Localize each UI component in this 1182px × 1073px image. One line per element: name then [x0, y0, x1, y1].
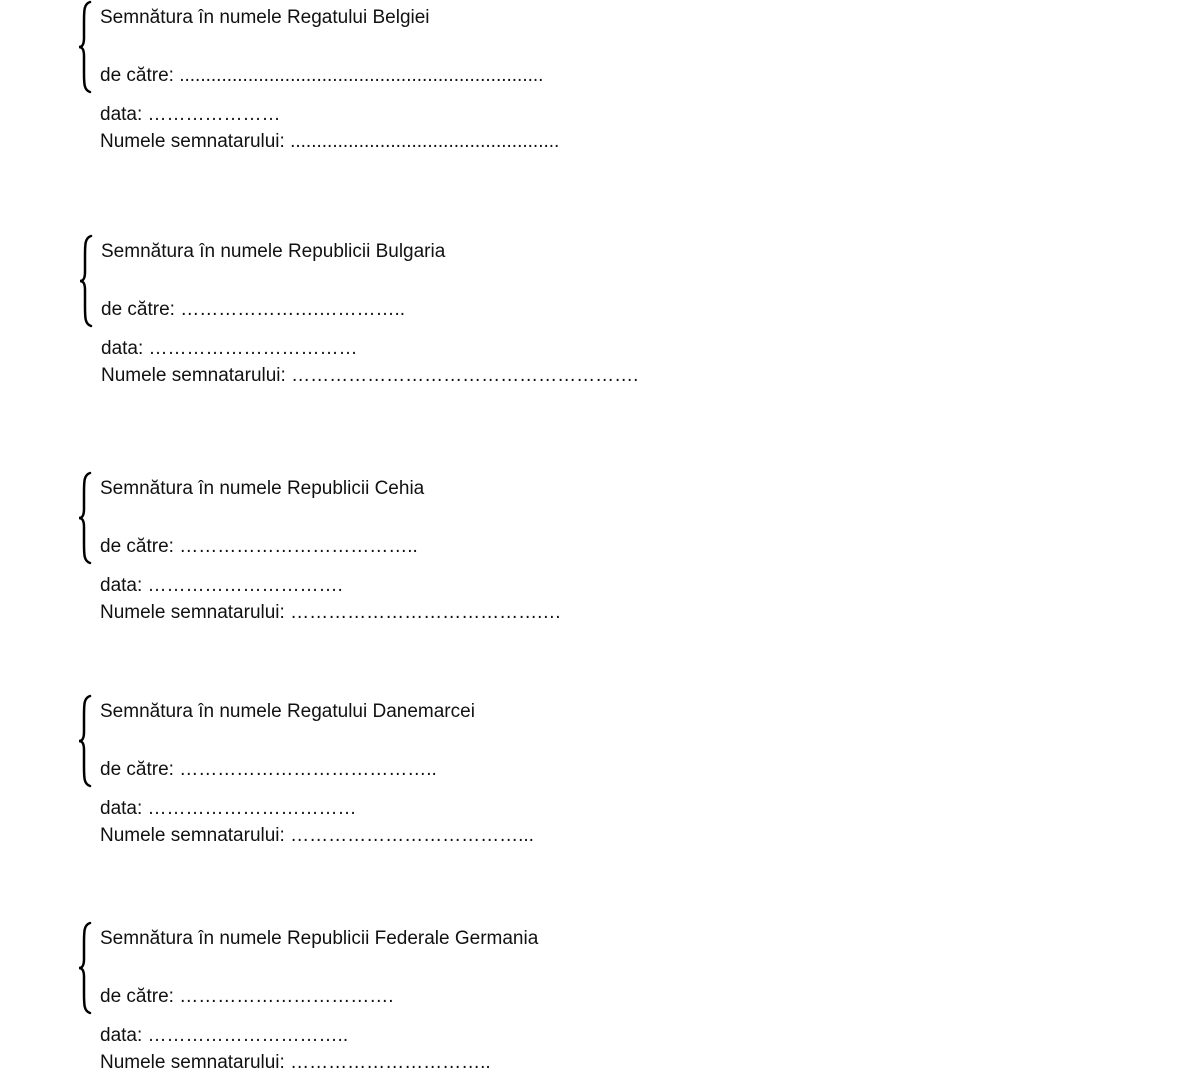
left-brace — [78, 921, 92, 1015]
signature-date-field[interactable]: data: …………………………. — [100, 575, 343, 596]
signature-date-field[interactable]: data: …………………………… — [101, 338, 358, 359]
signer-name-field[interactable]: Numele semnatarului: ………………………….. — [100, 1052, 491, 1073]
signed-by-field[interactable]: de către: ………………………………….. — [100, 759, 437, 780]
signer-name-field[interactable]: Numele semnatarului: ................................................... — [100, 131, 560, 152]
signature-date-field[interactable]: data: …………………………… — [100, 798, 357, 819]
left-brace — [78, 0, 92, 94]
signed-by-field[interactable]: de către: ………………….………….. — [101, 299, 406, 320]
signer-name-field[interactable]: Numele semnatarului: ………………………………………………. — [101, 365, 639, 386]
signature-title: Semnătura în numele Regatului Danemarcei — [100, 701, 475, 722]
signature-title: Semnătura în numele Regatului Belgiei — [100, 7, 430, 28]
signer-name-field[interactable]: Numele semnatarului: ………………………………….… — [100, 602, 562, 623]
signature-date-field[interactable]: data: ………………… — [100, 104, 281, 125]
signer-name-field[interactable]: Numele semnatarului: ………………………………... — [100, 825, 534, 846]
left-brace — [78, 694, 92, 788]
signature-title: Semnătura în numele Republicii Cehia — [100, 478, 425, 499]
left-brace — [79, 234, 93, 328]
signature-title: Semnătura în numele Republicii Bulgaria — [101, 241, 446, 262]
signed-by-field[interactable]: de către: ..................................................................... — [100, 65, 544, 86]
signed-by-field[interactable]: de către: ……………………………. — [100, 986, 394, 1007]
left-brace — [78, 471, 92, 565]
signed-by-field[interactable]: de către: ……………………………….. — [100, 536, 418, 557]
signature-date-field[interactable]: data: ………………………….. — [100, 1025, 349, 1046]
signature-title: Semnătura în numele Republicii Federale Germania — [100, 928, 539, 949]
